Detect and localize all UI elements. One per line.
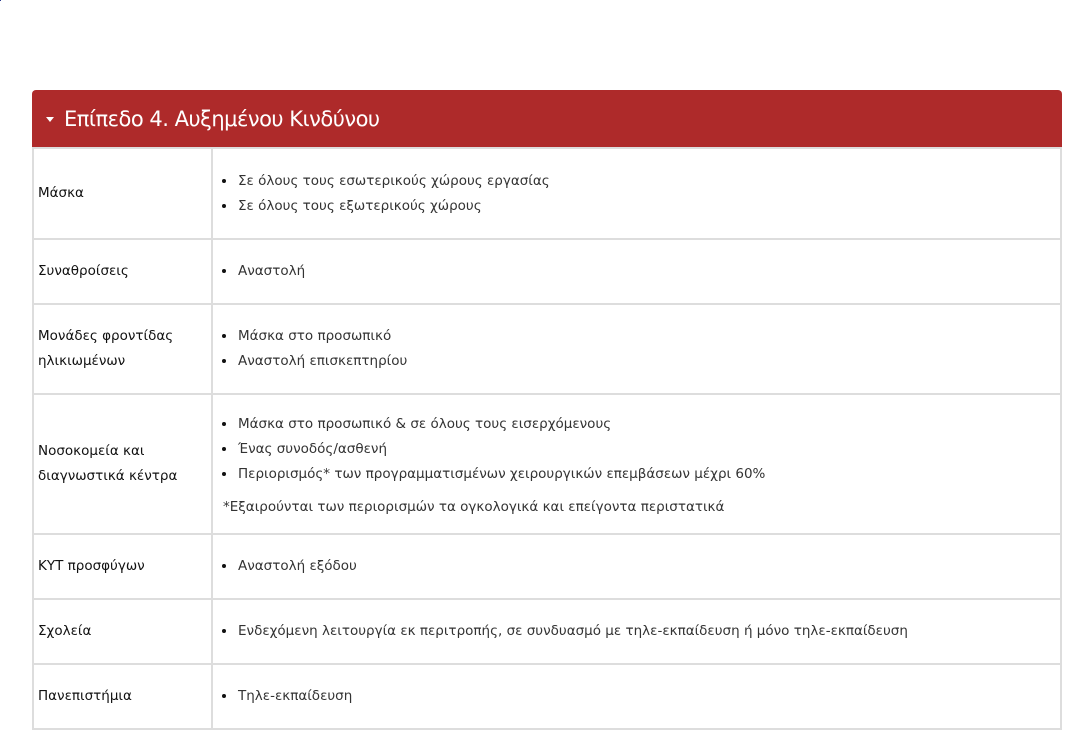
table-row bbox=[33, 148, 1061, 239]
table-row bbox=[33, 239, 1061, 304]
measure-item: • Αναστολή bbox=[237, 259, 1060, 284]
measure-list bbox=[223, 554, 1060, 579]
row-label: Σχολεία bbox=[33, 599, 212, 664]
panel-header-toggle[interactable] bbox=[32, 90, 1062, 147]
measures-table-body bbox=[33, 148, 1061, 729]
measure-list bbox=[223, 259, 1060, 284]
table-row bbox=[33, 664, 1061, 729]
row-measures bbox=[212, 304, 1061, 394]
risk-level-panel bbox=[32, 90, 1062, 730]
measure-item: • Αναστολή επισκεπτηρίου bbox=[237, 349, 1060, 374]
measure-list bbox=[223, 684, 1060, 709]
measure-list bbox=[223, 169, 1060, 219]
measure-item: • Τηλε-εκπαίδευση bbox=[237, 684, 1060, 709]
row-measures bbox=[212, 394, 1061, 534]
measure-item: • Ενδεχόμενη λειτουργία εκ περιτροπής, σε συνδυασμό με τηλε-εκπαίδευση ή μόνο τηλε-εκπαίδευση bbox=[237, 619, 1060, 644]
row-measures bbox=[212, 239, 1061, 304]
table-row bbox=[33, 534, 1061, 599]
measure-item: • Σε όλους τους εξωτερικούς χώρους bbox=[237, 194, 1060, 219]
table-row bbox=[33, 599, 1061, 664]
row-label: Μάσκα bbox=[33, 148, 212, 239]
measure-item: • Περιορισμός* των προγραμματισμένων χειρουργικών επεμβάσεων μέχρι 60% bbox=[237, 462, 1060, 487]
measure-item: • Ένας συνοδός/ασθενή bbox=[237, 437, 1060, 462]
row-label: ΚΥΤ προσφύγων bbox=[33, 534, 212, 599]
measure-list bbox=[223, 324, 1060, 374]
row-measures bbox=[212, 664, 1061, 729]
caret-down-icon bbox=[46, 117, 54, 122]
row-label: Πανεπιστήμια bbox=[33, 664, 212, 729]
measure-list bbox=[223, 412, 1060, 487]
table-row bbox=[33, 304, 1061, 394]
measure-item: • Αναστολή εξόδου bbox=[237, 554, 1060, 579]
row-measures bbox=[212, 599, 1061, 664]
measure-item: • Μάσκα στο προσωπικό bbox=[237, 324, 1060, 349]
corner-pixel bbox=[0, 0, 1, 1]
measure-item: • Μάσκα στο προσωπικό & σε όλους τους εισερχόμενους bbox=[237, 412, 1060, 437]
footnote: *Εξαιρούνται των περιορισμών τα ογκολογικά και επείγοντα περιστατικά bbox=[223, 498, 725, 515]
panel-title: Επίπεδο 4. Αυξημένου Κινδύνου bbox=[64, 106, 380, 131]
row-label: Συναθροίσεις bbox=[33, 239, 212, 304]
measure-item: • Σε όλους τους εσωτερικούς χώρους εργασίας bbox=[237, 169, 1060, 194]
row-measures bbox=[212, 534, 1061, 599]
row-label: Μονάδες φροντίδας ηλικιωμένων bbox=[33, 304, 212, 394]
measures-table bbox=[32, 147, 1062, 730]
table-row bbox=[33, 394, 1061, 534]
row-measures bbox=[212, 148, 1061, 239]
measure-list bbox=[223, 619, 1060, 644]
row-label: Νοσοκομεία και διαγνωστικά κέντρα bbox=[33, 394, 212, 534]
